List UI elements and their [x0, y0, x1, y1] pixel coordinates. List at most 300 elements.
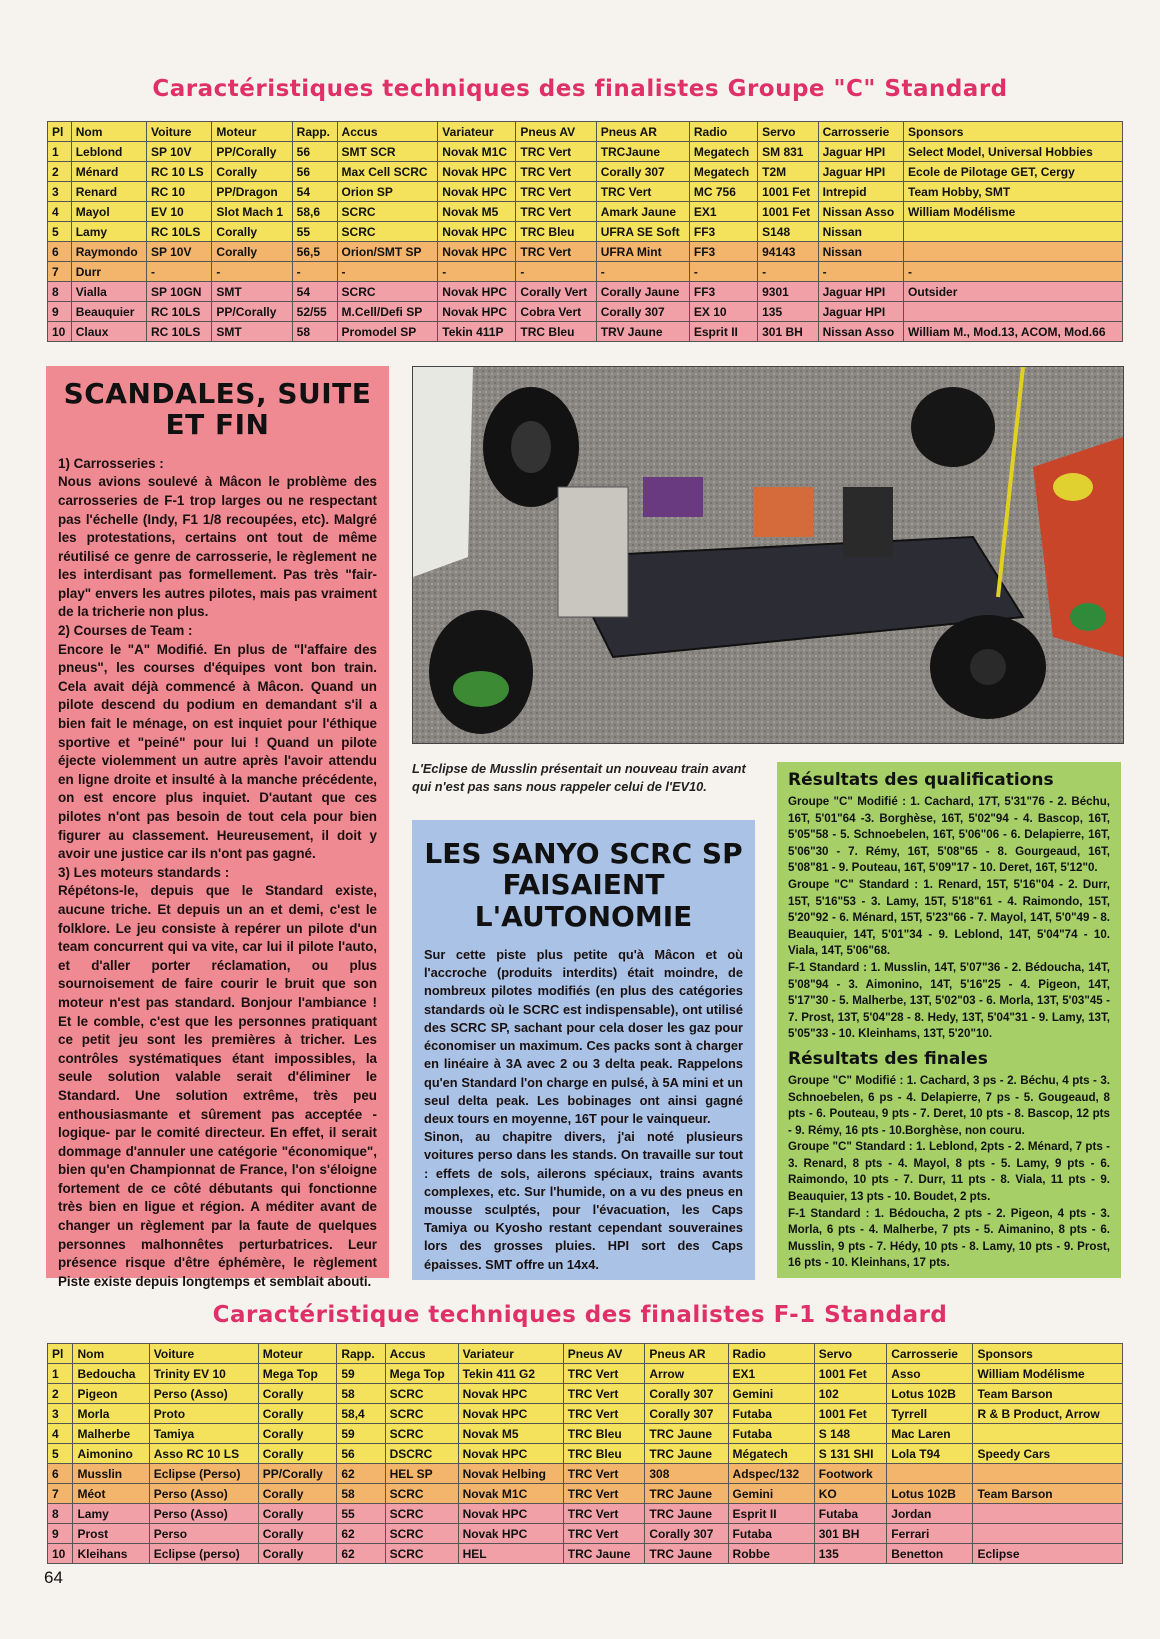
- table-row: [48, 142, 1123, 162]
- table-cell: 59: [337, 1364, 385, 1384]
- table-cell: TRC Vert: [563, 1364, 645, 1384]
- table-cell: Tyrrell: [887, 1404, 973, 1424]
- table-cell: TRC Vert: [563, 1504, 645, 1524]
- table-cell: Kleihans: [73, 1544, 149, 1564]
- table-cell: Lamy: [73, 1504, 149, 1524]
- table-cell: Nissan: [818, 242, 903, 262]
- table-cell: Novak M5: [458, 1424, 563, 1444]
- column-header: Voiture: [149, 1344, 258, 1364]
- table-cell: [973, 1524, 1123, 1544]
- column-header: Sponsors: [904, 122, 1123, 142]
- table2-title: Caractéristique techniques des finalistes F-1 Standard: [212, 1302, 948, 1328]
- table-cell: Beauquier: [71, 302, 146, 322]
- table-cell: S 131 SHI: [814, 1444, 887, 1464]
- table-cell: 52/55: [292, 302, 337, 322]
- table-cell: Aimonino: [73, 1444, 149, 1464]
- table-cell: Futaba: [728, 1404, 814, 1424]
- table-cell: PP/Corally: [212, 302, 292, 322]
- column-header: Moteur: [212, 122, 292, 142]
- table-cell: RC 10: [147, 182, 212, 202]
- table-cell: TRC Jaune: [645, 1544, 728, 1564]
- table-cell: Vialla: [71, 282, 146, 302]
- paragraph: Encore le "A" Modifié. En plus de "l'affaire des pneus", les courses d'équipes vont bon train. Cela avait déjà commencé à Mâcon. Quand un pilote descend du podium en demandant s'il a bien fait le ménage, on est inquiet pour l'éthique sportive et "peiné" pour lui ! Quand un pilote éjecte violemment un autre après l'avoir attendu en ligne droite et insulté à la manche précédente, on est encore plus inquiet. D'autant que ces pilotes n'ont pas besoin de tout cela pour bien figurer au classement. Heureusement, il doit y avoir une justice car ils n'ont pas gagné.: [58, 641, 377, 862]
- table-cell: -: [292, 262, 337, 282]
- table-cell: [973, 1504, 1123, 1524]
- table-cell: Adspec/132: [728, 1464, 814, 1484]
- table-cell: Claux: [71, 322, 146, 342]
- table-row: [48, 182, 1123, 202]
- table-cell: Outsider: [904, 282, 1123, 302]
- table-cell: 7: [48, 1484, 73, 1504]
- table-cell: Prost: [73, 1524, 149, 1544]
- table-cell: FF3: [689, 242, 757, 262]
- table-row: [48, 1424, 1123, 1444]
- table-cell: [904, 302, 1123, 322]
- table-cell: 58: [292, 322, 337, 342]
- table-cell: 56,5: [292, 242, 337, 262]
- table-cell: -: [904, 262, 1123, 282]
- table-cell: 56: [292, 162, 337, 182]
- table-cell: SCRC: [337, 202, 438, 222]
- sanyo-body: [424, 946, 743, 1274]
- table-cell: Mega Top: [258, 1364, 337, 1384]
- table-cell: Robbe: [728, 1544, 814, 1564]
- table-header-row: [48, 122, 1123, 142]
- table-cell: Orion/SMT SP: [337, 242, 438, 262]
- table-cell: Novak HPC: [438, 302, 516, 322]
- table-cell: PP/Corally: [258, 1464, 337, 1484]
- table-cell: Megatech: [689, 142, 757, 162]
- column-header: Variateur: [438, 122, 516, 142]
- table-cell: EX1: [728, 1364, 814, 1384]
- table-cell: HEL SP: [385, 1464, 458, 1484]
- table-cell: 8: [48, 282, 72, 302]
- table-cell: 58,6: [292, 202, 337, 222]
- table-cell: Raymondo: [71, 242, 146, 262]
- table-cell: 1001 Fet: [814, 1404, 887, 1424]
- table-cell: PP/Corally: [212, 142, 292, 162]
- table-cell: EX1: [689, 202, 757, 222]
- table-cell: SCRC: [385, 1404, 458, 1424]
- table-row: [48, 1464, 1123, 1484]
- table-cell: 58,4: [337, 1404, 385, 1424]
- table-cell: 1001 Fet: [814, 1364, 887, 1384]
- table-cell: Arrow: [645, 1364, 728, 1384]
- groupe-c-standard-table: [47, 121, 1123, 342]
- finales-results: [788, 1073, 1110, 1272]
- table-cell: Perso (Asso): [149, 1384, 258, 1404]
- column-header: Pneus AV: [516, 122, 596, 142]
- table-cell: 62: [337, 1464, 385, 1484]
- table-cell: 58: [337, 1484, 385, 1504]
- table-row: [48, 1544, 1123, 1564]
- column-header: Nom: [71, 122, 146, 142]
- table-cell: Novak HPC: [458, 1404, 563, 1424]
- table-cell: Pigeon: [73, 1384, 149, 1404]
- page-number: 64: [44, 1568, 63, 1587]
- scandales-article: [46, 366, 389, 1289]
- table-cell: M.Cell/Defi SP: [337, 302, 438, 322]
- table-cell: TRC Jaune: [645, 1444, 728, 1464]
- table-cell: [904, 242, 1123, 262]
- table-cell: Corally: [258, 1544, 337, 1564]
- table-cell: -: [212, 262, 292, 282]
- table-cell: 4: [48, 1424, 73, 1444]
- table-cell: Esprit II: [689, 322, 757, 342]
- table-cell: Corally: [212, 222, 292, 242]
- table-cell: TRC Vert: [563, 1524, 645, 1544]
- table-cell: 6: [48, 242, 72, 262]
- table-row: [48, 1504, 1123, 1524]
- table-cell: SMT: [212, 282, 292, 302]
- table-cell: FF3: [689, 282, 757, 302]
- table-cell: TRC Bleu: [563, 1424, 645, 1444]
- table-cell: TRC Vert: [563, 1404, 645, 1424]
- table-row: [48, 1524, 1123, 1544]
- table-cell: Corally: [258, 1484, 337, 1504]
- table-cell: 9: [48, 302, 72, 322]
- table-cell: 54: [292, 282, 337, 302]
- table-cell: 301 BH: [814, 1524, 887, 1544]
- table-cell: TRC Jaune: [645, 1484, 728, 1504]
- table-cell: 135: [758, 302, 818, 322]
- column-header: Pl: [48, 1344, 73, 1364]
- table-cell: TRC Vert: [516, 182, 596, 202]
- table-cell: Eclipse (perso): [149, 1544, 258, 1564]
- f1-standard-table: [47, 1343, 1123, 1564]
- table-cell: Corally 307: [645, 1404, 728, 1424]
- table-cell: Nissan Asso: [818, 322, 903, 342]
- table-cell: UFRA Mint: [596, 242, 689, 262]
- table-cell: S148: [758, 222, 818, 242]
- table-cell: 5: [48, 222, 72, 242]
- sanyo-title: LES SANYO SCRC SP FAISAIENT L'AUTONOMIE: [424, 837, 743, 933]
- table-cell: Trinity EV 10: [149, 1364, 258, 1384]
- table-cell: Novak HPC: [458, 1524, 563, 1544]
- table-cell: William M., Mod.13, ACOM, Mod.66: [904, 322, 1123, 342]
- paragraph: Groupe "C" Standard : 1. Leblond, 2pts - 2. Ménard, 7 pts - 3. Renard, 8 pts - 4. Mayol, 8 pts - 5. Lamy, 9 pts - 6. Raimondo, 10 pts - 7. Durr, 11 pts - 8. Viala, 11 pts - 9. Beauquier, 13 pts - 10. Boudet, 2 pts.: [788, 1140, 1110, 1204]
- table-cell: HEL: [458, 1544, 563, 1564]
- table-cell: Cobra Vert: [516, 302, 596, 322]
- column-header: Variateur: [458, 1344, 563, 1364]
- column-header: Radio: [689, 122, 757, 142]
- table-cell: TRC Vert: [516, 162, 596, 182]
- table-row: [48, 1364, 1123, 1384]
- table-cell: Lola T94: [887, 1444, 973, 1464]
- table-cell: Mayol: [71, 202, 146, 222]
- table-cell: Gemini: [728, 1384, 814, 1404]
- column-header: Voiture: [147, 122, 212, 142]
- paragraph: 2) Courses de Team :: [58, 623, 193, 639]
- table-cell: Corally: [258, 1444, 337, 1464]
- table-cell: TRC Vert: [596, 182, 689, 202]
- table-cell: 2: [48, 1384, 73, 1404]
- column-header: Sponsors: [973, 1344, 1123, 1364]
- table-cell: SMT: [212, 322, 292, 342]
- table-cell: SP 10V: [147, 142, 212, 162]
- table-cell: Speedy Cars: [973, 1444, 1123, 1464]
- column-header: Pl: [48, 122, 72, 142]
- table-cell: Novak HPC: [458, 1384, 563, 1404]
- table-cell: Lotus 102B: [887, 1384, 973, 1404]
- table-row: [48, 302, 1123, 322]
- table-cell: SCRC: [385, 1384, 458, 1404]
- results-box: [777, 762, 1121, 1278]
- table-cell: 9301: [758, 282, 818, 302]
- paragraph: F-1 Standard : 1. Bédoucha, 2 pts - 2. Pigeon, 4 pts - 3. Morla, 6 pts - 4. Malherbe, 7 pts - 5. Aimanino, 8 pts - 6. Musslin, 9 pts - 7. Hédy, 10 pts - 8. Lamy, 10 pts - 9. Prost, 16 pts - 10. Kleinhans, 17 pts.: [788, 1206, 1110, 1270]
- table-cell: Futaba: [728, 1524, 814, 1544]
- table-cell: Nissan Asso: [818, 202, 903, 222]
- table-cell: TRC Vert: [563, 1464, 645, 1484]
- table-cell: [973, 1424, 1123, 1444]
- table-cell: 58: [337, 1384, 385, 1404]
- paragraph: F-1 Standard : 1. Musslin, 14T, 5'07"36 - 2. Bédoucha, 14T, 5'08"94 - 3. Aimonino, 14T, 5'16"25 - 4. Pigeon, 14T, 5'17"30 - 5. Malherbe, 13T, 5'02"03 - 6. Morla, 13T, 5'03"45 - 7. Prost, 13T, 5'04"28 - 8. Hedy, 13T, 5'04"31 - 9. Lamy, 13T, 5'05"33 - 10. Kleinhams, 13T, 5'20"10.: [788, 960, 1110, 1041]
- table-row: [48, 1484, 1123, 1504]
- table-cell: Jaguar HPI: [818, 162, 903, 182]
- rc-car-illustration: [413, 367, 1123, 743]
- table-cell: Asso: [887, 1364, 973, 1384]
- table-cell: Esprit II: [728, 1504, 814, 1524]
- column-header: Servo: [758, 122, 818, 142]
- table-cell: RC 10LS: [147, 302, 212, 322]
- table-cell: Benetton: [887, 1544, 973, 1564]
- paragraph: 1) Carrosseries :: [58, 455, 164, 471]
- table-cell: -: [147, 262, 212, 282]
- table-cell: 55: [337, 1504, 385, 1524]
- table-cell: Lamy: [71, 222, 146, 242]
- table-cell: TRC Vert: [516, 242, 596, 262]
- column-header: Carrosserie: [818, 122, 903, 142]
- table-cell: SCRC: [385, 1544, 458, 1564]
- table-cell: Corally: [258, 1404, 337, 1424]
- table-cell: Corally 307: [596, 162, 689, 182]
- table-cell: SCRC: [385, 1484, 458, 1504]
- column-header: Rapp.: [292, 122, 337, 142]
- table-row: [48, 162, 1123, 182]
- table-cell: RC 10LS: [147, 222, 212, 242]
- table-cell: 54: [292, 182, 337, 202]
- paragraph: Répétons-le, depuis que le Standard existe, aucune triche. Et depuis un an et demi, c'est le folklore. Le jeu consiste à repérer un pilote d'un team concurrent qui va vite, car lui il pilote l'auto, et d'aller porter réclamation, ou plus sournoisement de faire courir le bruit que son moteur n'est pas standard. Bonjour l'ambiance ! Et le comble, c'est que les personnes pratiquant ce petit jeu sont les premières à tricher. Les contrôles systématiques étant impossibles, la seule solution valable serait d'éliminer le Standard. Une solution extrême, très peu enthousiasmante et sûrement pas acceptée -logique- par le comité directeur. En effet, il serait dommage d'annuler une catégorie "économique", bien qu'en Championnat de France, l'on s'éloigne fortement de ce côté débutants qui fonctionne très bien en ligue et région. A méditer avant de changer un règlement par la faute de quelques personnes malhonnêtes perturbatrices. Leur présence risque d'être éphémère, le règlement Piste existe depuis longtemps et semblait abouti.: [58, 883, 377, 1289]
- table-cell: 4: [48, 202, 72, 222]
- table-cell: Bedoucha: [73, 1364, 149, 1384]
- table-cell: Novak HPC: [438, 162, 516, 182]
- table-cell: 1001 Fet: [758, 202, 818, 222]
- table-cell: Max Cell SCRC: [337, 162, 438, 182]
- table-cell: T2M: [758, 162, 818, 182]
- table-cell: SCRC: [385, 1524, 458, 1544]
- table-cell: TRC Vert: [563, 1484, 645, 1504]
- table-row: [48, 322, 1123, 342]
- table-cell: 3: [48, 1404, 73, 1424]
- column-header: Pneus AR: [596, 122, 689, 142]
- table-cell: 59: [337, 1424, 385, 1444]
- table-cell: 62: [337, 1524, 385, 1544]
- table-cell: 5: [48, 1444, 73, 1464]
- column-header: Accus: [385, 1344, 458, 1364]
- table-cell: Eclipse (Perso): [149, 1464, 258, 1484]
- table-cell: TRC Jaune: [645, 1504, 728, 1524]
- table-cell: EV 10: [147, 202, 212, 222]
- paragraph: Groupe "C" Standard : 1. Renard, 15T, 5'16"04 - 2. Durr, 15T, 5'16"53 - 3. Lamy, 15T, 5'18"61 - 4. Raimondo, 15T, 5'20"92 - 6. Ménard, 15T, 5'23"66 - 7. Mayol, 14T, 5'0"49 - 8. Beauquier, 14T, 5'01"34 - 9. Leblond, 14T, 5'04"74 - 10. Viala, 14T, 5'06"68.: [788, 877, 1110, 958]
- table-cell: 135: [814, 1544, 887, 1564]
- table-cell: Novak HPC: [438, 242, 516, 262]
- table-cell: William Modélisme: [904, 202, 1123, 222]
- table-cell: Ecole de Pilotage GET, Cergy: [904, 162, 1123, 182]
- table-cell: -: [516, 262, 596, 282]
- table-cell: DSCRC: [385, 1444, 458, 1464]
- table-cell: Promodel SP: [337, 322, 438, 342]
- table-row: [48, 282, 1123, 302]
- column-header: Moteur: [258, 1344, 337, 1364]
- table-row: [48, 242, 1123, 262]
- table-cell: Tamiya: [149, 1424, 258, 1444]
- table-cell: SP 10V: [147, 242, 212, 262]
- paragraph: 3) Les moteurs standards :: [58, 864, 230, 880]
- table-cell: Perso (Asso): [149, 1504, 258, 1524]
- table-cell: [973, 1464, 1123, 1484]
- table-cell: Renard: [71, 182, 146, 202]
- table-cell: Perso: [149, 1524, 258, 1544]
- table-cell: Amark Jaune: [596, 202, 689, 222]
- table-cell: 308: [645, 1464, 728, 1484]
- table-cell: Novak HPC: [458, 1504, 563, 1524]
- table-cell: SCRC: [385, 1424, 458, 1444]
- qualif-title: Résultats des qualifications: [788, 770, 1054, 790]
- table-cell: Eclipse: [973, 1544, 1123, 1564]
- paragraph: Sur cette piste plus petite qu'à Mâcon et où l'accroche (produits interdits) était moindre, de nombreux pilotes modifiés (en plus des catégories standards où le SCRC est indispensable), ont utilisé des SCRC SP, sachant pour cela doser les gaz pour économiser un maximum. Ces packs sont à charger en linéaire à 3A avec 2 ou 3 delta peak. Rappelons qu'en Standard l'on charge en pulsé, à 5A mini et un seul delta peak. Les bobinages ont ainsi gagné deux tours en moyenne, 16T pour le vainqueur.: [424, 947, 743, 1126]
- table-cell: TRCJaune: [596, 142, 689, 162]
- table-cell: Corally Jaune: [596, 282, 689, 302]
- table-cell: Perso (Asso): [149, 1484, 258, 1504]
- table-cell: PP/Dragon: [212, 182, 292, 202]
- table-cell: Novak HPC: [438, 182, 516, 202]
- table-row: [48, 222, 1123, 242]
- table-cell: Corally: [258, 1424, 337, 1444]
- sanyo-article: [412, 820, 755, 1280]
- finales-title: Résultats des finales: [788, 1048, 988, 1069]
- table-cell: Malherbe: [73, 1424, 149, 1444]
- table-cell: 3: [48, 182, 72, 202]
- column-header: Rapp.: [337, 1344, 385, 1364]
- paragraph: Nous avions soulevé à Mâcon le problème des carrosseries de F-1 trop larges ou ne respectant pas l'échelle (Indy, F1 1/8 recoupées, etc). Malgré les protestations, certains ont tout de même réutilisé ce genre de carrosserie, le règlement ne les interdisant pas formellement. Pas très "fair-play" envers les autres pilotes, mais pas vraiment de la tricherie non plus.: [58, 474, 377, 620]
- table-cell: Jaguar HPI: [818, 142, 903, 162]
- table-cell: Corally: [212, 242, 292, 262]
- table-cell: 10: [48, 1544, 73, 1564]
- table-cell: TRC Bleu: [516, 322, 596, 342]
- table-cell: MC 756: [689, 182, 757, 202]
- paragraph: Groupe "C" Modifié : 1. Cachard, 3 ps - 2. Béchu, 4 pts - 3. Schnoebelen, 6 ps - 4. Delapierre, 7 ps - 5. Gougeaud, 8 pts - 6. Pouteau, 9 pts - 7. Deret, 10 pts - 8. Bascop, 12 pts - 9. Rémy, 16 pts - 10.Borghèse, non couru.: [788, 1073, 1110, 1137]
- qualif-results: [788, 794, 1110, 1043]
- table-cell: Team Barson: [973, 1484, 1123, 1504]
- table-cell: R & B Product, Arrow: [973, 1404, 1123, 1424]
- table-cell: TRC Vert: [516, 202, 596, 222]
- table-cell: Futaba: [728, 1424, 814, 1444]
- table-cell: TRC Jaune: [563, 1544, 645, 1564]
- table-cell: RC 10LS: [147, 322, 212, 342]
- table-cell: 1001 Fet: [758, 182, 818, 202]
- table-cell: Morla: [73, 1404, 149, 1424]
- table-cell: Tekin 411P: [438, 322, 516, 342]
- table-cell: SCRC: [337, 282, 438, 302]
- table-cell: 2: [48, 162, 72, 182]
- table-cell: 10: [48, 322, 72, 342]
- column-header: Accus: [337, 122, 438, 142]
- table-cell: 94143: [758, 242, 818, 262]
- table-cell: TRC Jaune: [645, 1424, 728, 1444]
- table-cell: -: [689, 262, 757, 282]
- table-row: [48, 1404, 1123, 1424]
- table-cell: Ménard: [71, 162, 146, 182]
- table-cell: 102: [814, 1384, 887, 1404]
- table-row: [48, 202, 1123, 222]
- table-cell: -: [818, 262, 903, 282]
- table-cell: [887, 1464, 973, 1484]
- table-cell: 62: [337, 1544, 385, 1564]
- table-cell: -: [596, 262, 689, 282]
- table-row: [48, 1384, 1123, 1404]
- table-cell: Mégatech: [728, 1444, 814, 1464]
- table-cell: Musslin: [73, 1464, 149, 1484]
- column-header: Carrosserie: [887, 1344, 973, 1364]
- table-cell: Team Barson: [973, 1384, 1123, 1404]
- table-cell: Jaguar HPI: [818, 282, 903, 302]
- table-cell: UFRA SE Soft: [596, 222, 689, 242]
- column-header: Radio: [728, 1344, 814, 1364]
- table-cell: Novak HPC: [438, 282, 516, 302]
- table-cell: 301 BH: [758, 322, 818, 342]
- table-cell: Orion SP: [337, 182, 438, 202]
- sanyo-headline: [424, 838, 743, 932]
- table-cell: EX 10: [689, 302, 757, 322]
- table-cell: Corally 307: [645, 1524, 728, 1544]
- table-cell: Corally: [212, 162, 292, 182]
- table-cell: SM 831: [758, 142, 818, 162]
- table-cell: 1: [48, 1364, 73, 1384]
- table-cell: [904, 222, 1123, 242]
- table-cell: 56: [337, 1444, 385, 1464]
- table-cell: RC 10 LS: [147, 162, 212, 182]
- table-cell: TRC Vert: [563, 1384, 645, 1404]
- table-cell: 55: [292, 222, 337, 242]
- table-cell: TRV Jaune: [596, 322, 689, 342]
- table-cell: Proto: [149, 1404, 258, 1424]
- column-header: Nom: [73, 1344, 149, 1364]
- table-cell: SMT SCR: [337, 142, 438, 162]
- table-cell: Novak HPC: [438, 222, 516, 242]
- table-cell: -: [758, 262, 818, 282]
- table-cell: Gemini: [728, 1484, 814, 1504]
- scandales-title: SCANDALES, SUITE ET FIN: [63, 377, 372, 442]
- table-cell: Novak M5: [438, 202, 516, 222]
- table-cell: Corally: [258, 1504, 337, 1524]
- column-header: Pneus AV: [563, 1344, 645, 1364]
- table-cell: 9: [48, 1524, 73, 1544]
- table-cell: 7: [48, 262, 72, 282]
- table-cell: Novak HPC: [458, 1444, 563, 1464]
- table-cell: Novak Helbing: [458, 1464, 563, 1484]
- table-cell: Select Model, Universal Hobbies: [904, 142, 1123, 162]
- table-header-row: [48, 1344, 1123, 1364]
- table-cell: Corally 307: [645, 1384, 728, 1404]
- table-cell: 6: [48, 1464, 73, 1484]
- table-cell: SCRC: [385, 1504, 458, 1524]
- table-cell: Lotus 102B: [887, 1484, 973, 1504]
- table-cell: Mac Laren: [887, 1424, 973, 1444]
- table-cell: S 148: [814, 1424, 887, 1444]
- table-cell: TRC Bleu: [516, 222, 596, 242]
- table-row: [48, 1444, 1123, 1464]
- table-cell: SCRC: [337, 222, 438, 242]
